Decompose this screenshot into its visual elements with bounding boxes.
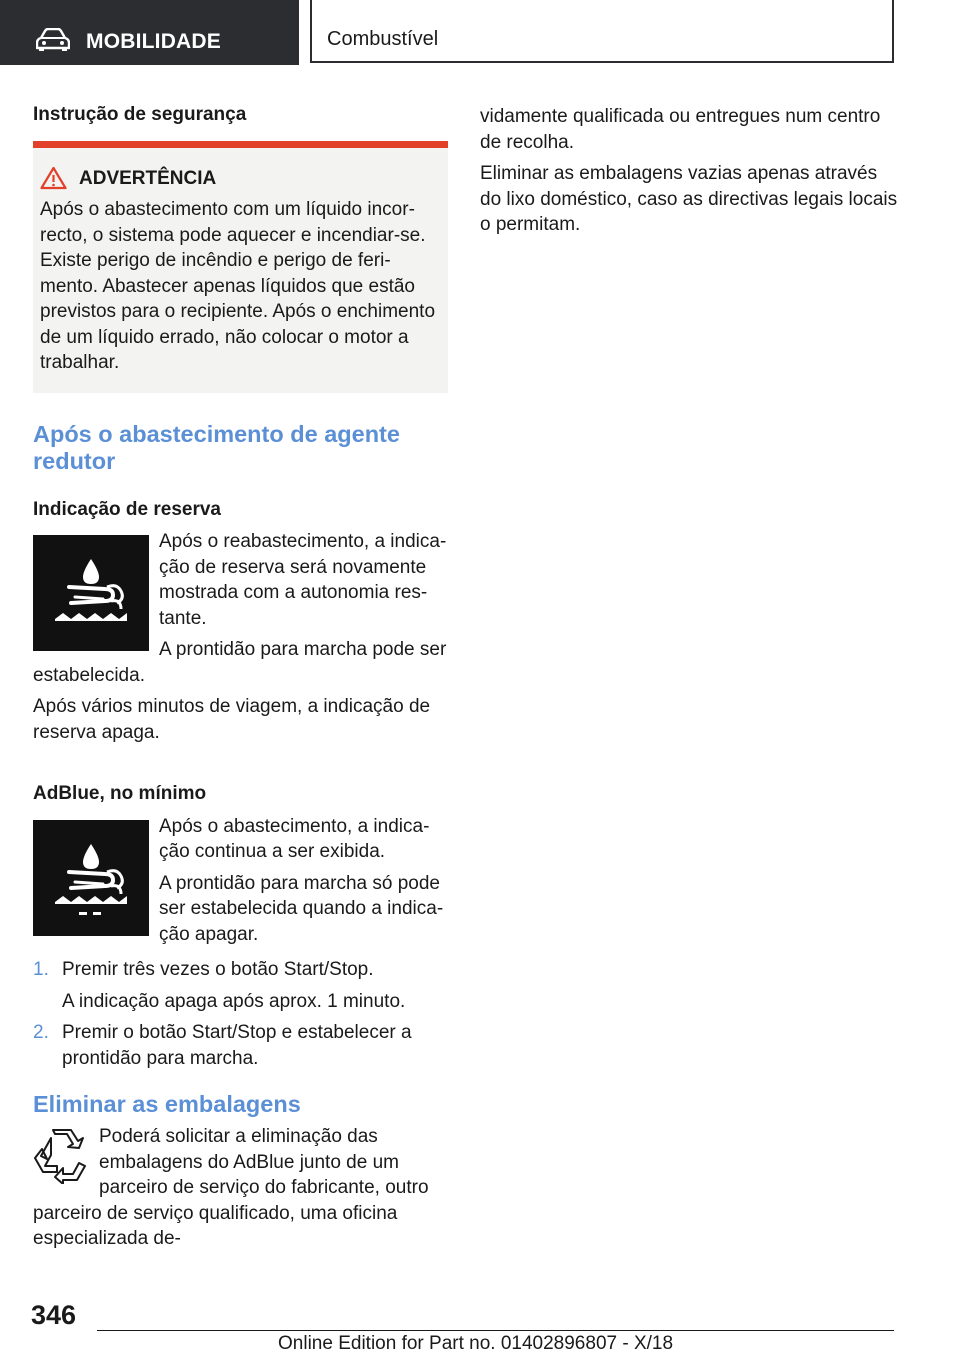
adblue-minimum-icon xyxy=(33,820,149,936)
right-column xyxy=(480,104,900,238)
minimum-block xyxy=(33,814,448,948)
step-number: 2. xyxy=(33,1022,49,1043)
reserve-p3: Após vários minutos de viagem, a indicação de reserva apaga. xyxy=(33,696,431,743)
left-column xyxy=(33,102,448,1252)
right-p2: Eliminar as embalagens vazias apenas através do lixo doméstico, caso as directivas legais locais o permitam. xyxy=(480,163,898,235)
section-title: Após o abastecimento de agente redutor xyxy=(33,420,400,474)
warning-text: Após o abastecimento com um líquido incorrecto, o sistema pode aquecer e incendiar-se. Existe perigo de incêndio e perigo de ferimento. Abastecer apenas líquidos que estão previstos para o recipiente. Após o enchimento de um líquido errado, não colocar o motor a trabalhar. xyxy=(40,199,436,373)
car-icon xyxy=(36,28,70,52)
reserve-title: Indicação de reserva xyxy=(33,498,221,520)
reserve-block xyxy=(33,529,448,745)
warning-triangle-icon xyxy=(40,166,67,190)
chapter-tab xyxy=(310,0,894,63)
warning-title: ADVERTÊNCIA xyxy=(79,167,217,189)
disposal-title: Eliminar as embalagens xyxy=(33,1091,301,1117)
page-number: 346 xyxy=(31,1300,77,1330)
section-tab xyxy=(0,0,299,65)
recycle-icon xyxy=(33,1128,89,1184)
warning-box xyxy=(33,141,448,393)
safety-title: Instrução de segurança xyxy=(33,104,247,125)
step-item xyxy=(33,957,448,1014)
adblue-reserve-icon xyxy=(33,535,149,651)
reserve-p1: Após o reabastecimento, a indicação de reserva será novamente mostrada com a autonomia restante. xyxy=(159,531,447,629)
step-number: 1. xyxy=(33,959,49,980)
section-label: MOBILIDADE xyxy=(86,30,221,53)
disposal-block xyxy=(33,1124,448,1252)
reserve-p2: A prontidão para marcha pode ser estabelecida. xyxy=(33,639,447,686)
minimum-p2: A prontidão para marcha só pode ser estabelecida quando a indicação apagar. xyxy=(159,872,444,945)
edition-text: Online Edition for Part no. 01402896807 - X/18 xyxy=(278,1333,674,1354)
minimum-p1: Após o abastecimento, a indicação continua a ser exibida. xyxy=(159,815,430,862)
step-note: A indicação apaga após aprox. 1 minuto. xyxy=(62,990,406,1012)
minimum-title: AdBlue, no mínimo xyxy=(33,783,207,804)
chapter-label: Combustível xyxy=(327,28,439,50)
warning-header xyxy=(40,166,440,192)
step-text: Premir o botão Start/Stop e estabelecer a prontidão para marcha. xyxy=(62,1022,412,1069)
step-text: Premir três vezes o botão Start/Stop. xyxy=(62,959,374,980)
step-list xyxy=(33,957,448,1071)
disposal-text: Poderá solicitar a eliminação das embalagens do AdBlue junto de um parceiro de serviço do fabricante, outro parceiro de serviço qualificado, uma oficina especializada de- xyxy=(33,1126,429,1249)
right-p1: vidamente qualificada ou entregues num centro de recolha. xyxy=(480,106,881,153)
step-item xyxy=(33,1020,448,1071)
footer-divider xyxy=(97,1330,894,1331)
